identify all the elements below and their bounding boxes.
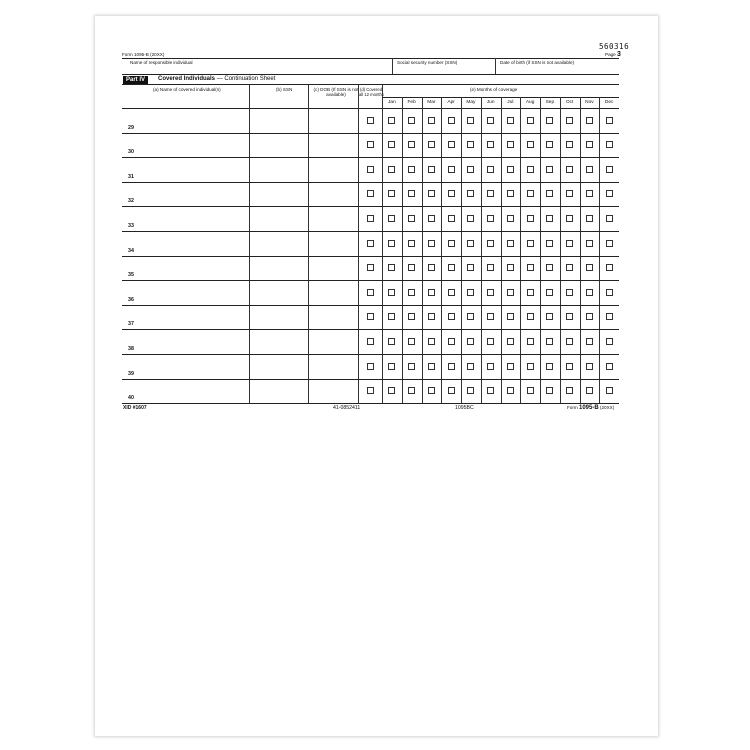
month-checkbox-aug[interactable] (527, 240, 534, 247)
dob-field-label: Date of birth (if SSN is not available) (500, 60, 575, 65)
month-checkbox-sep[interactable] (546, 264, 553, 271)
row-number: 32 (128, 198, 134, 205)
covered-all-checkbox[interactable] (367, 387, 374, 394)
month-checkbox-sep[interactable] (546, 363, 553, 370)
month-checkbox-aug[interactable] (527, 338, 534, 345)
month-checkbox-nov[interactable] (586, 190, 593, 197)
row-number: 34 (128, 247, 134, 254)
form-sheet (95, 16, 658, 736)
covered-all-checkbox[interactable] (367, 190, 374, 197)
month-divider (441, 97, 442, 403)
footer-form-year: (20XX) (599, 405, 615, 410)
month-checkbox-jan[interactable] (388, 363, 395, 370)
month-checkbox-apr[interactable] (448, 166, 455, 173)
table-row-rule (122, 206, 619, 207)
footer-form-code: 1095BC (455, 405, 474, 411)
month-checkbox-sep[interactable] (546, 166, 553, 173)
month-checkbox-oct[interactable] (566, 240, 573, 247)
month-checkbox-oct[interactable] (566, 338, 573, 345)
page-number: 3 (617, 51, 621, 58)
month-checkbox-aug[interactable] (527, 141, 534, 148)
month-checkbox-sep[interactable] (546, 313, 553, 320)
month-checkbox-apr[interactable] (448, 141, 455, 148)
table-row-rule (122, 354, 619, 355)
month-divider (520, 97, 521, 403)
month-checkbox-dec[interactable] (606, 190, 613, 197)
covered-all-checkbox[interactable] (367, 117, 374, 124)
form-ref-year: (20XX) (150, 52, 165, 57)
covered-all-checkbox[interactable] (367, 215, 374, 222)
header-top-rule (122, 58, 619, 59)
col-c-header (311, 87, 361, 97)
covered-all-checkbox[interactable] (367, 141, 374, 148)
month-checkbox-feb[interactable] (408, 117, 415, 124)
month-divider (501, 97, 502, 403)
month-checkbox-jan[interactable] (388, 264, 395, 271)
month-checkbox-nov[interactable] (586, 363, 593, 370)
month-checkbox-mar[interactable] (428, 190, 435, 197)
month-label-dec: Dec (604, 100, 614, 105)
month-checkbox-jan[interactable] (388, 190, 395, 197)
month-checkbox-mar[interactable] (428, 166, 435, 173)
month-checkbox-may[interactable] (467, 363, 474, 370)
row-number: 40 (128, 395, 134, 402)
month-checkbox-aug[interactable] (527, 190, 534, 197)
month-label-apr: Apr (447, 100, 455, 105)
month-checkbox-mar[interactable] (428, 289, 435, 296)
month-label-sep: Sep (545, 100, 555, 105)
month-checkbox-nov[interactable] (586, 117, 593, 124)
footer-form-prefix: Form (567, 405, 578, 410)
month-checkbox-apr[interactable] (448, 240, 455, 247)
row-number: 38 (128, 346, 134, 352)
month-checkbox-jul[interactable] (507, 117, 514, 124)
month-checkbox-nov[interactable] (586, 240, 593, 247)
month-checkbox-oct[interactable] (566, 289, 573, 296)
month-checkbox-feb[interactable] (408, 215, 415, 222)
month-checkbox-may[interactable] (467, 141, 474, 148)
col-c-line1: (c) DOB (If SSN is not (313, 87, 359, 92)
form-code: 560316 (599, 42, 630, 51)
month-checkbox-sep[interactable] (546, 338, 553, 345)
month-checkbox-feb[interactable] (408, 363, 415, 370)
month-checkbox-jul[interactable] (507, 363, 514, 370)
month-divider (540, 97, 541, 403)
name-field-label: Name of responsible individual (130, 60, 193, 65)
month-checkbox-apr[interactable] (448, 215, 455, 222)
month-checkbox-nov[interactable] (586, 264, 593, 271)
month-checkbox-may[interactable] (467, 166, 474, 173)
month-checkbox-dec[interactable] (606, 264, 613, 271)
month-checkbox-apr[interactable] (448, 190, 455, 197)
month-label-oct: Oct (565, 100, 574, 105)
table-row-rule (122, 157, 619, 158)
month-checkbox-apr[interactable] (448, 289, 455, 296)
row-number: 36 (128, 296, 134, 303)
form-ref-name: Form 1095-B (122, 52, 149, 57)
month-checkbox-jan[interactable] (388, 313, 395, 320)
header-divider (495, 58, 496, 74)
ssn-field-label: Social security number (SSN) (397, 60, 458, 65)
month-checkbox-feb[interactable] (408, 289, 415, 296)
month-checkbox-jan[interactable] (388, 387, 395, 394)
month-checkbox-feb[interactable] (408, 338, 415, 345)
month-checkbox-jul[interactable] (507, 240, 514, 247)
row-number: 30 (128, 149, 134, 156)
month-checkbox-apr[interactable] (448, 338, 455, 345)
month-checkbox-oct[interactable] (566, 313, 573, 320)
month-checkbox-oct[interactable] (566, 363, 573, 370)
month-checkbox-mar[interactable] (428, 363, 435, 370)
month-checkbox-nov[interactable] (586, 215, 593, 222)
month-checkbox-sep[interactable] (546, 240, 553, 247)
month-checkbox-jul[interactable] (507, 313, 514, 320)
row-number: 39 (128, 370, 134, 377)
table-row-rule (122, 256, 619, 257)
row-number: 29 (128, 124, 134, 131)
month-checkbox-feb[interactable] (408, 166, 415, 173)
month-checkbox-dec[interactable] (606, 338, 613, 345)
part-title: Covered Individuals — Continuation Sheet (158, 76, 276, 82)
month-checkbox-jun[interactable] (487, 166, 494, 173)
month-checkbox-jun[interactable] (487, 289, 494, 296)
col-b-header: (b) SSN (276, 87, 293, 92)
month-checkbox-feb[interactable] (408, 141, 415, 148)
month-checkbox-jun[interactable] (487, 363, 494, 370)
month-checkbox-jul[interactable] (507, 215, 514, 222)
month-checkbox-mar[interactable] (428, 117, 435, 124)
month-checkbox-oct[interactable] (566, 215, 573, 222)
col-e-header: (e) Months of coverage (470, 87, 518, 92)
month-checkbox-feb[interactable] (408, 313, 415, 320)
footer-xid: XID #1607 (123, 405, 147, 411)
month-checkbox-nov[interactable] (586, 338, 593, 345)
month-checkbox-apr[interactable] (448, 363, 455, 370)
covered-all-checkbox[interactable] (367, 289, 374, 296)
header-bottom-rule (122, 74, 619, 75)
footer-form-label (567, 405, 614, 411)
month-label-jul: Jul (507, 100, 514, 105)
month-checkbox-aug[interactable] (527, 166, 534, 173)
month-divider (402, 97, 403, 403)
month-checkbox-dec[interactable] (606, 215, 613, 222)
month-checkbox-sep[interactable] (546, 141, 553, 148)
col-a-header: (a) Name of covered individual(s) (153, 87, 221, 92)
covered-all-checkbox[interactable] (367, 264, 374, 271)
month-checkbox-jul[interactable] (507, 166, 514, 173)
month-checkbox-aug[interactable] (527, 264, 534, 271)
table-row-rule (122, 305, 619, 306)
month-checkbox-feb[interactable] (408, 387, 415, 394)
month-label-jan: Jan (388, 100, 396, 105)
month-label-feb: Feb (407, 100, 416, 105)
month-checkbox-apr[interactable] (448, 387, 455, 394)
month-checkbox-jan[interactable] (388, 141, 395, 148)
table-row-rule (122, 329, 619, 330)
month-checkbox-oct[interactable] (566, 141, 573, 148)
covered-all-checkbox[interactable] (367, 363, 374, 370)
month-divider (422, 97, 423, 403)
covered-all-checkbox[interactable] (367, 313, 374, 320)
month-label-mar: Mar (427, 100, 436, 105)
part-subtitle: Continuation Sheet (224, 76, 276, 82)
month-checkbox-dec[interactable] (606, 141, 613, 148)
month-checkbox-oct[interactable] (566, 264, 573, 271)
row-number: 37 (128, 321, 134, 328)
month-checkbox-nov[interactable] (586, 387, 593, 394)
month-checkbox-aug[interactable] (527, 215, 534, 222)
month-checkbox-jun[interactable] (487, 215, 494, 222)
part-rule (122, 84, 619, 85)
header-divider (392, 58, 393, 74)
month-checkbox-jul[interactable] (507, 190, 514, 197)
page-label: Page (605, 52, 616, 57)
month-checkbox-apr[interactable] (448, 313, 455, 320)
row-number: 33 (128, 223, 134, 229)
covered-all-checkbox[interactable] (367, 338, 374, 345)
month-checkbox-nov[interactable] (586, 141, 593, 148)
month-checkbox-mar[interactable] (428, 141, 435, 148)
month-checkbox-may[interactable] (467, 387, 474, 394)
month-checkbox-may[interactable] (467, 313, 474, 320)
month-checkbox-jun[interactable] (487, 313, 494, 320)
month-checkbox-jan[interactable] (388, 215, 395, 222)
month-divider (560, 97, 561, 403)
month-checkbox-dec[interactable] (606, 363, 613, 370)
month-label-aug: Aug (525, 100, 535, 105)
month-checkbox-feb[interactable] (408, 240, 415, 247)
month-checkbox-may[interactable] (467, 264, 474, 271)
month-checkbox-nov[interactable] (586, 166, 593, 173)
month-checkbox-may[interactable] (467, 117, 474, 124)
month-checkbox-jul[interactable] (507, 387, 514, 394)
row-number: 31 (128, 173, 134, 180)
month-checkbox-mar[interactable] (428, 338, 435, 345)
footer-form-name: 1095-B (579, 405, 599, 411)
month-checkbox-sep[interactable] (546, 387, 553, 394)
form-reference (122, 52, 164, 57)
table-row-rule (122, 280, 619, 281)
row-number: 35 (128, 272, 134, 279)
month-checkbox-jul[interactable] (507, 338, 514, 345)
month-checkbox-oct[interactable] (566, 387, 573, 394)
month-checkbox-oct[interactable] (566, 117, 573, 124)
month-checkbox-apr[interactable] (448, 264, 455, 271)
part-title-text: Covered Individuals (158, 76, 216, 82)
table-row-rule (122, 182, 619, 183)
month-checkbox-feb[interactable] (408, 264, 415, 271)
month-checkbox-aug[interactable] (527, 387, 534, 394)
month-checkbox-mar[interactable] (428, 313, 435, 320)
table-row-rule (122, 133, 619, 134)
month-checkbox-dec[interactable] (606, 117, 613, 124)
month-checkbox-aug[interactable] (527, 363, 534, 370)
footer-rule (122, 403, 619, 404)
month-checkbox-jun[interactable] (487, 338, 494, 345)
month-checkbox-jun[interactable] (487, 141, 494, 148)
month-checkbox-jan[interactable] (388, 117, 395, 124)
month-checkbox-nov[interactable] (586, 289, 593, 296)
table-row-rule (122, 379, 619, 380)
covered-all-checkbox[interactable] (367, 166, 374, 173)
col-d-line2: all 12 months (359, 92, 384, 97)
month-checkbox-mar[interactable] (428, 264, 435, 271)
month-checkbox-jan[interactable] (388, 338, 395, 345)
month-divider (580, 97, 581, 403)
month-checkbox-sep[interactable] (546, 117, 553, 124)
part-label: Part IV (123, 76, 148, 84)
month-checkbox-aug[interactable] (527, 117, 534, 124)
month-checkbox-feb[interactable] (408, 190, 415, 197)
month-checkbox-may[interactable] (467, 289, 474, 296)
month-checkbox-dec[interactable] (606, 240, 613, 247)
month-checkbox-sep[interactable] (546, 215, 553, 222)
month-checkbox-mar[interactable] (428, 240, 435, 247)
month-checkbox-may[interactable] (467, 240, 474, 247)
month-label-jun: Jun (486, 100, 495, 105)
month-checkbox-jul[interactable] (507, 264, 514, 271)
month-checkbox-sep[interactable] (546, 190, 553, 197)
month-checkbox-jun[interactable] (487, 117, 494, 124)
month-checkbox-jan[interactable] (388, 289, 395, 296)
month-label-nov: Nov (585, 100, 594, 105)
month-checkbox-jun[interactable] (487, 264, 494, 271)
header-bottom-rule (122, 108, 619, 109)
month-checkbox-dec[interactable] (606, 289, 613, 296)
month-checkbox-dec[interactable] (606, 166, 613, 173)
month-checkbox-may[interactable] (467, 190, 474, 197)
month-divider (481, 97, 482, 403)
month-divider (461, 97, 462, 403)
month-checkbox-apr[interactable] (448, 117, 455, 124)
month-checkbox-may[interactable] (467, 215, 474, 222)
covered-all-checkbox[interactable] (367, 240, 374, 247)
month-divider (599, 97, 600, 403)
month-checkbox-mar[interactable] (428, 215, 435, 222)
month-checkbox-jun[interactable] (487, 387, 494, 394)
month-checkbox-dec[interactable] (606, 313, 613, 320)
footer-number: 41-0852411 (333, 405, 361, 411)
month-checkbox-jun[interactable] (487, 190, 494, 197)
month-checkbox-aug[interactable] (527, 313, 534, 320)
page-indicator (605, 51, 621, 58)
month-checkbox-jul[interactable] (507, 289, 514, 296)
month-label-may: May (466, 100, 476, 105)
month-checkbox-jul[interactable] (507, 141, 514, 148)
month-checkbox-oct[interactable] (566, 166, 573, 173)
month-checkbox-nov[interactable] (586, 313, 593, 320)
table-row-rule (122, 231, 619, 232)
col-d-line1: (d) Covered (359, 87, 383, 92)
month-checkbox-jan[interactable] (388, 240, 395, 247)
month-checkbox-jun[interactable] (487, 240, 494, 247)
month-checkbox-may[interactable] (467, 338, 474, 345)
month-checkbox-sep[interactable] (546, 289, 553, 296)
month-checkbox-aug[interactable] (527, 289, 534, 296)
month-checkbox-dec[interactable] (606, 387, 613, 394)
col-c-line2: available) (326, 92, 346, 97)
col-d-header (359, 87, 383, 97)
month-checkbox-jan[interactable] (388, 166, 395, 173)
month-checkbox-mar[interactable] (428, 387, 435, 394)
month-checkbox-oct[interactable] (566, 190, 573, 197)
